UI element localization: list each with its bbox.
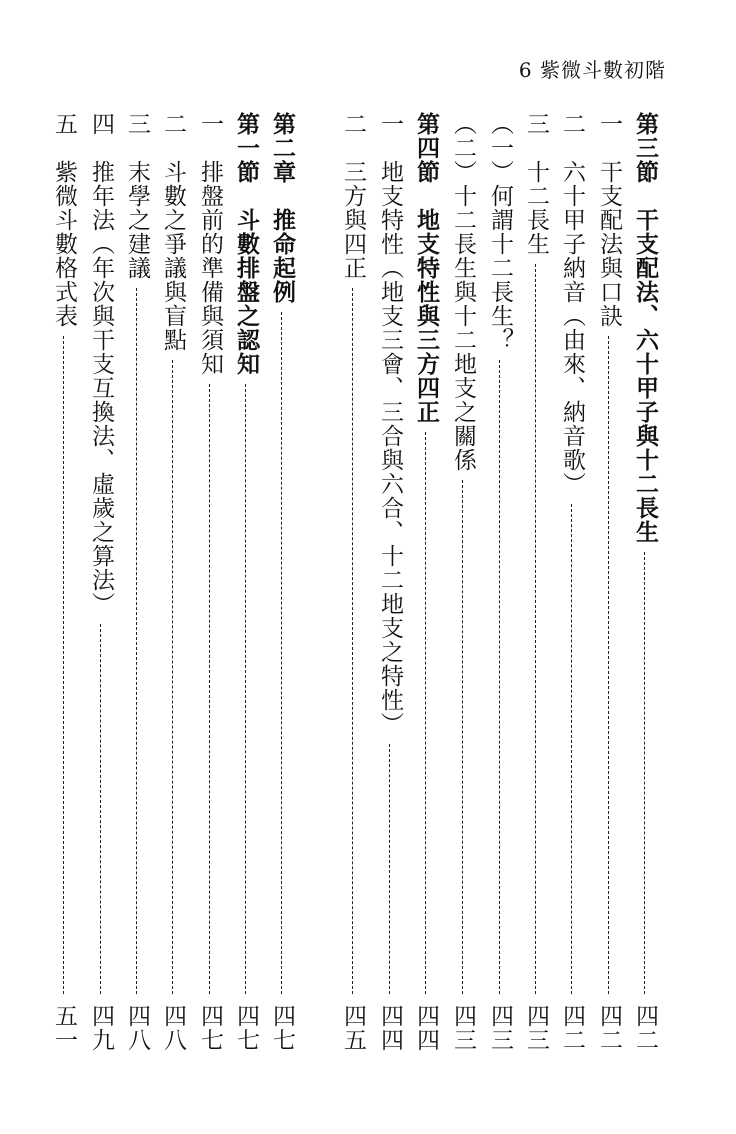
toc-entry-title: 一 排盤前的準備與須知 — [197, 112, 223, 376]
toc-entry-title: 二 六十甲子納音（由來、納音歌） — [559, 112, 585, 496]
toc-entry-page: 四九 — [88, 1004, 114, 1052]
toc-entry — [408, 112, 444, 1052]
toc-entry-page: 四八 — [160, 1004, 186, 1052]
toc-entry-page: 四七 — [269, 1004, 295, 1052]
toc-entry-title: 一 地支特性（地支三會、三合與六合、十二地支之特性） — [377, 112, 403, 736]
toc-entry — [627, 112, 663, 1052]
dotted-leader — [63, 336, 64, 994]
toc-entry — [372, 112, 408, 1052]
dotted-leader — [352, 288, 353, 994]
toc-entry — [482, 112, 518, 1052]
toc-entry — [591, 112, 627, 1052]
dotted-leader — [499, 360, 500, 994]
dotted-leader — [425, 432, 426, 994]
toc-entry — [518, 112, 554, 1052]
toc-entry — [335, 112, 371, 1052]
toc-entry — [155, 112, 191, 1052]
toc-entry-title: 第二章 推命起例 — [269, 112, 296, 304]
toc-entry-title: 一 干支配法與口訣 — [596, 112, 622, 328]
toc-entry-page: 四八 — [124, 1004, 150, 1052]
toc-entry — [46, 112, 82, 1052]
dotted-leader — [245, 384, 246, 994]
dotted-leader — [281, 312, 282, 994]
toc-entry-title: 四 推年法（年次與干支互換法、虛歲之算法） — [88, 112, 114, 616]
toc-entry-page: 四四 — [377, 1004, 403, 1052]
page-number: 6 — [518, 58, 533, 82]
toc-entry-page: 四七 — [233, 1004, 259, 1052]
toc-entry-title: 五 紫微斗數格式表 — [51, 112, 77, 328]
toc-entry-title: 第一節 斗數排盤之認知 — [233, 112, 260, 376]
toc-entry — [445, 112, 481, 1052]
toc-entry-title: 第三節 干支配法、六十甲子與十二長生 — [632, 112, 659, 544]
dotted-leader — [571, 504, 572, 994]
toc-entry-page: 四二 — [632, 1004, 658, 1052]
toc-entry — [264, 112, 300, 1052]
toc-entry-page: 四二 — [559, 1004, 585, 1052]
dotted-leader — [172, 360, 173, 994]
dotted-leader — [209, 384, 210, 994]
toc-entry-title: 第四節 地支特性與三方四正 — [413, 112, 440, 424]
book-title: 紫微斗數初階 — [540, 58, 666, 82]
toc-entry-title: （一）何謂十二長生？ — [487, 112, 513, 352]
page-header — [519, 54, 666, 83]
dotted-leader — [100, 624, 101, 994]
toc-entry — [228, 112, 264, 1052]
toc-entry-page: 四三 — [523, 1004, 549, 1052]
toc-entry-title: 二 三方與四正 — [340, 112, 366, 280]
dotted-leader — [535, 264, 536, 994]
toc-entry-title: 二 斗數之爭議與盲點 — [160, 112, 186, 352]
toc-entry-page: 四五 — [340, 1004, 366, 1052]
toc-entry-page: 四三 — [450, 1004, 476, 1052]
toc-entry — [119, 112, 155, 1052]
toc-entry-title: （二）十二長生與十二地支之關係 — [450, 112, 476, 472]
toc-entry-title: 三 末學之建議 — [124, 112, 150, 280]
dotted-leader — [462, 480, 463, 994]
dotted-leader — [608, 336, 609, 994]
toc-entry — [192, 112, 228, 1052]
dotted-leader — [389, 744, 390, 994]
toc-entry-page: 四二 — [596, 1004, 622, 1052]
toc-entry-page: 四四 — [413, 1004, 439, 1052]
dotted-leader — [136, 288, 137, 994]
toc-entry-page: 五一 — [51, 1004, 77, 1052]
toc-entry-page: 四三 — [487, 1004, 513, 1052]
toc-entry — [554, 112, 590, 1052]
toc-entry-title: 三 十二長生 — [523, 112, 549, 256]
toc-entry-page: 四七 — [197, 1004, 223, 1052]
toc-entry — [83, 112, 119, 1052]
dotted-leader — [644, 552, 645, 994]
